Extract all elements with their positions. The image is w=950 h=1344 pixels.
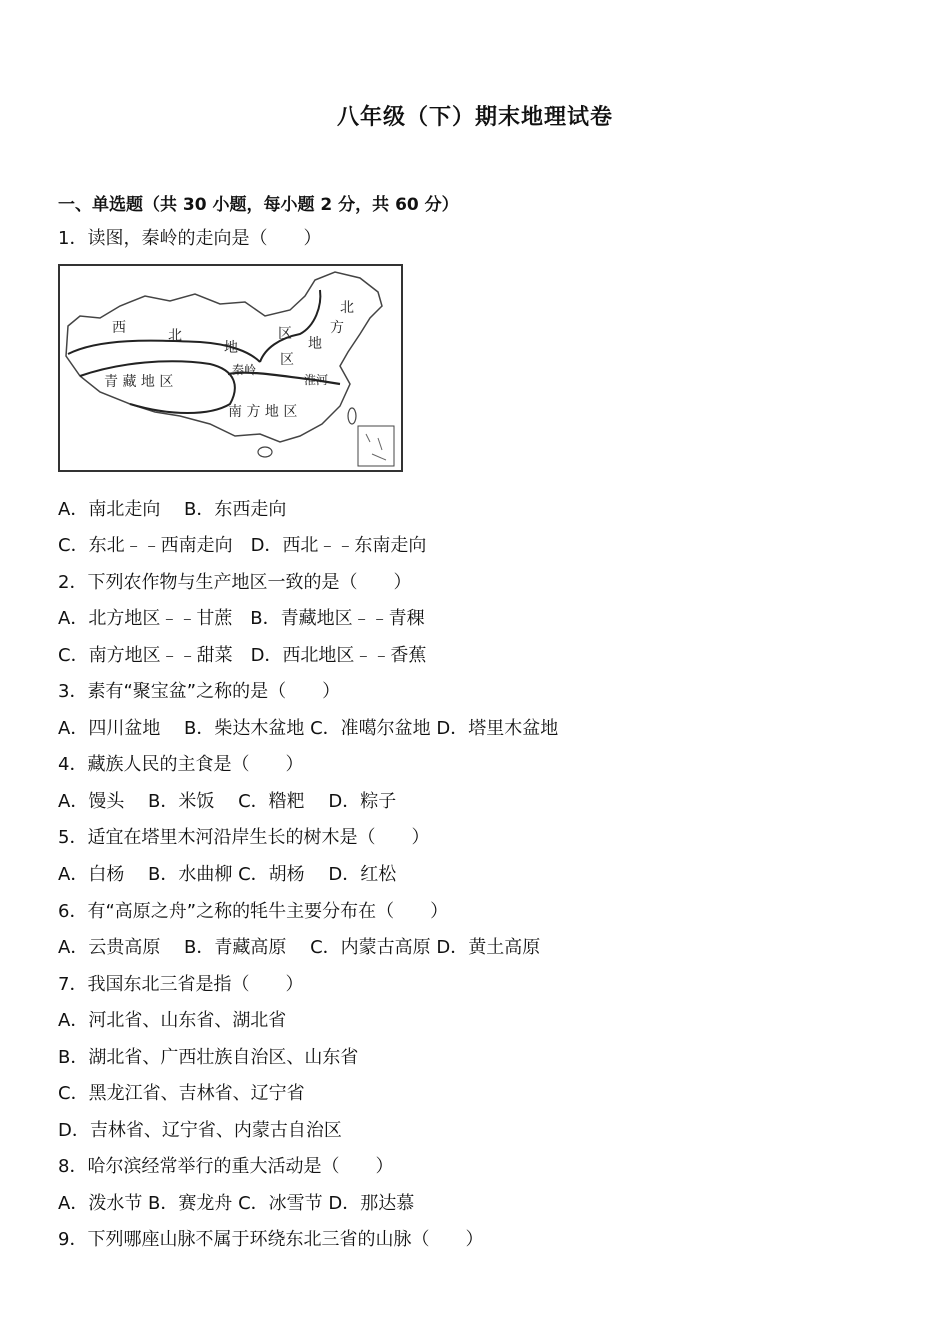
map-label-huaihe: 淮河	[304, 373, 329, 387]
map-label-qingzang: 青 藏 地 区	[104, 374, 174, 390]
map-label-qinling: 秦岭	[232, 363, 257, 377]
question-8-stem: 8．哈尔滨经常举行的重大活动是（ ）	[58, 1156, 394, 1177]
question-7-option-b: B．湖北省、广西壮族自治区、山东省	[58, 1047, 359, 1068]
question-8-options: A．泼水节 B．赛龙舟 C．冰雪节 D．那达慕	[58, 1193, 415, 1214]
question-3-options: A．四川盆地 B．柴达木盆地 C．准噶尔盆地 D．塔里木盆地	[58, 718, 559, 739]
china-regions-map	[58, 264, 403, 472]
map-label-bei-nw: 北	[168, 328, 182, 344]
question-6-options: A．云贵高原 B．青藏高原 C．内蒙古高原 D．黄土高原	[58, 937, 541, 958]
question-5-stem: 5．适宜在塔里木河沿岸生长的树木是（ ）	[58, 827, 430, 848]
question-7-stem: 7．我国东北三省是指（ ）	[58, 974, 304, 995]
question-2-stem: 2．下列农作物与生产地区一致的是（ ）	[58, 572, 412, 593]
question-1-options-ab: A．南北走向 B．东西走向	[58, 499, 287, 520]
question-7-option-a: A．河北省、山东省、湖北省	[58, 1010, 287, 1031]
question-1-stem: 1．读图，秦岭的走向是（ ）	[58, 228, 322, 249]
section-heading: 一、单选题（共 30 小题，每小题 2 分，共 60 分）	[58, 195, 459, 215]
map-label-nanfang: 南 方 地 区	[228, 404, 298, 420]
question-3-stem: 3．素有“聚宝盆”之称的是（ ）	[58, 681, 341, 702]
question-2-options-cd: C．南方地区﹣﹣甜菜 D．西北地区﹣﹣香蕉	[58, 645, 427, 666]
map-label-qu-nw: 区	[278, 326, 292, 342]
question-6-stem: 6．有“高原之舟”之称的牦牛主要分布在（ ）	[58, 901, 449, 922]
question-9-stem: 9．下列哪座山脉不属于环绕东北三省的山脉（ ）	[58, 1229, 484, 1250]
question-7-option-d: D．吉林省、辽宁省、内蒙古自治区	[58, 1120, 342, 1141]
question-7-option-c: C．黑龙江省、吉林省、辽宁省	[58, 1083, 305, 1104]
page-title: 八年级（下）期末地理试卷	[336, 105, 613, 130]
map-label-xi: 西	[112, 320, 126, 336]
map-label-di-nw: 地	[224, 340, 238, 356]
question-5-options: A．白杨 B．水曲柳 C．胡杨 D．红松	[58, 864, 397, 885]
map-label-qu-n: 区	[280, 352, 294, 368]
map-label-di-n: 地	[308, 336, 322, 352]
question-2-options-ab: A．北方地区﹣﹣甘蔗 B．青藏地区﹣﹣青稞	[58, 608, 425, 629]
question-1-options-cd: C．东北﹣﹣西南走向 D．西北﹣﹣东南走向	[58, 535, 427, 556]
map-label-bei-n: 北	[340, 300, 354, 316]
map-label-fang: 方	[330, 320, 344, 336]
question-4-stem: 4．藏族人民的主食是（ ）	[58, 754, 304, 775]
question-4-options: A．馒头 B．米饭 C．糌粑 D．粽子	[58, 791, 397, 812]
